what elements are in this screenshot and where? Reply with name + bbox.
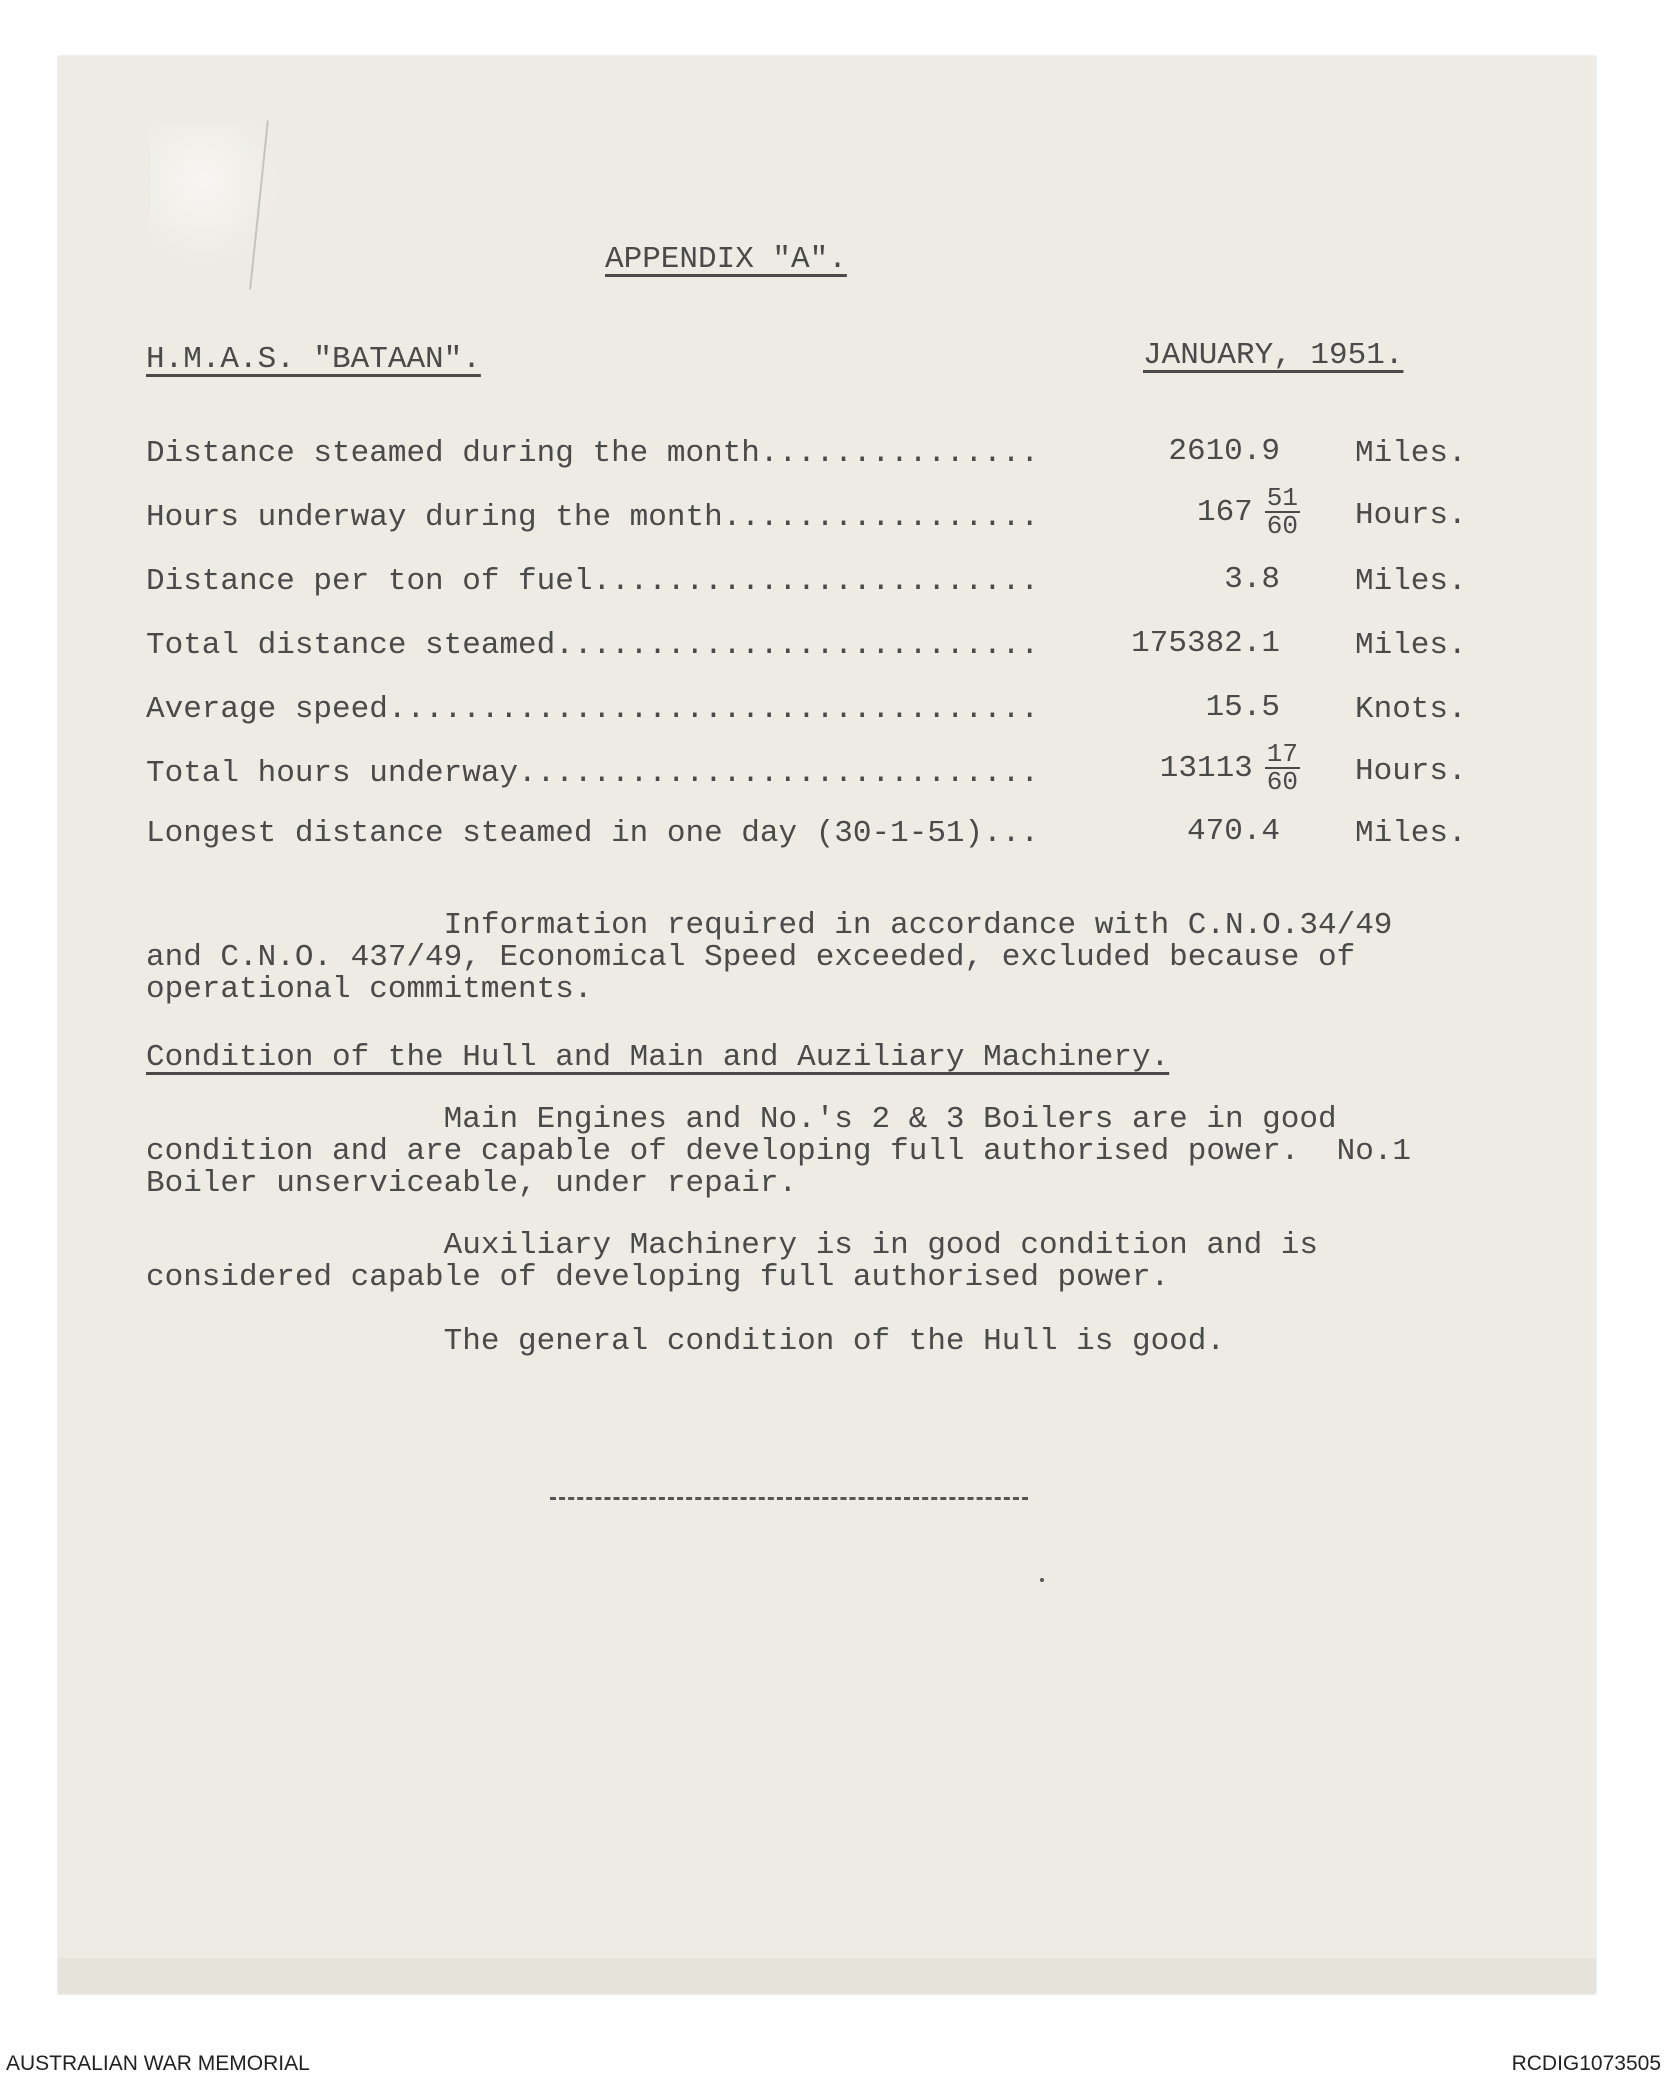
row-unit-total-distance: Miles. bbox=[1355, 628, 1467, 663]
row-value-total-distance: 175382.1 bbox=[1131, 626, 1280, 661]
auxiliary-paragraph: Auxiliary Machinery is in good condition and is considered capable of developing full authorised power. bbox=[146, 1228, 1318, 1295]
row-unit-distance-month: Miles. bbox=[1355, 436, 1467, 471]
row-label-hours-month: Hours underway during the month................. bbox=[146, 500, 1039, 535]
row-label-total-hours: Total hours underway............................ bbox=[146, 756, 1039, 791]
row-label-total-distance: Total distance steamed.......................... bbox=[146, 628, 1039, 663]
page-edge bbox=[58, 1958, 1596, 1994]
row-value-longest-distance: 470.4 bbox=[1186, 814, 1280, 849]
row-value-total-hours bbox=[1110, 741, 1300, 795]
row-label-average-speed: Average speed................................... bbox=[146, 692, 1039, 727]
row-unit-longest-distance: Miles. bbox=[1355, 816, 1467, 851]
main-engines-paragraph: Main Engines and No.'s 2 & 3 Boilers are in good condition and are capable of developing full authorised power. No.1 Boiler unserviceable, under repair. bbox=[146, 1102, 1412, 1201]
ink-dot bbox=[1040, 1578, 1044, 1582]
row-value-average-speed: 15.5 bbox=[1205, 690, 1280, 725]
row-label-distance-month: Distance steamed during the month............... bbox=[146, 436, 1039, 471]
report-month: JANUARY, 1951. bbox=[1143, 338, 1404, 373]
row-unit-hours-month: Hours. bbox=[1355, 498, 1467, 533]
total-hours-frac-num: 17 bbox=[1266, 739, 1298, 769]
hours-month-whole: 167 bbox=[1196, 495, 1253, 531]
row-unit-average-speed: Knots. bbox=[1355, 692, 1467, 727]
condition-heading: Condition of the Hull and Main and Auziliary Machinery. bbox=[146, 1040, 1170, 1075]
hours-month-fraction bbox=[1265, 485, 1300, 539]
hours-month-frac-den: 60 bbox=[1266, 511, 1298, 541]
appendix-title: APPENDIX "A". bbox=[605, 242, 847, 277]
row-value-distance-per-ton: 3.8 bbox=[1224, 562, 1280, 597]
total-hours-frac-den: 60 bbox=[1266, 767, 1298, 797]
row-unit-distance-per-ton: Miles. bbox=[1355, 564, 1467, 599]
ship-name: H.M.A.S. "BATAAN". bbox=[146, 342, 481, 377]
footer-archive-name: AUSTRALIAN WAR MEMORIAL bbox=[6, 2052, 310, 2075]
hull-paragraph: The general condition of the Hull is good. bbox=[146, 1324, 1225, 1359]
row-label-distance-per-ton: Distance per ton of fuel........................ bbox=[146, 564, 1039, 599]
row-value-distance-month: 2610.9 bbox=[1168, 434, 1280, 469]
total-hours-fraction bbox=[1265, 741, 1300, 795]
row-unit-total-hours: Hours. bbox=[1355, 754, 1467, 789]
hours-month-frac-num: 51 bbox=[1266, 483, 1298, 513]
row-label-longest-distance: Longest distance steamed in one day (30-1-51)... bbox=[146, 816, 1039, 851]
row-value-hours-month bbox=[1150, 485, 1300, 539]
info-paragraph: Information required in accordance with C.N.O.34/49 and C.N.O. 437/49, Economical Speed exceeded, excluded because of operational commitments. bbox=[146, 908, 1393, 1007]
footer-record-id: RCDIG1073505 bbox=[1511, 2052, 1661, 2075]
closing-dashed-rule bbox=[550, 1497, 1028, 1500]
total-hours-whole: 13113 bbox=[1159, 751, 1253, 787]
